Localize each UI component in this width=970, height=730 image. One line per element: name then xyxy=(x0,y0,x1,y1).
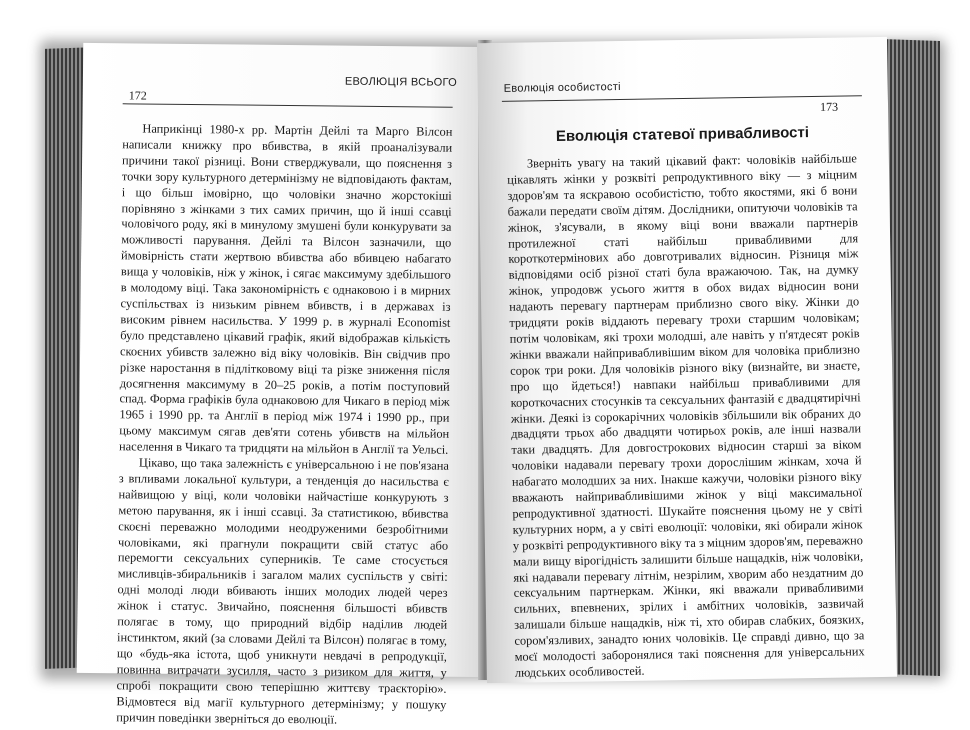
page-number-left: 172 xyxy=(128,88,147,103)
header-rule-right xyxy=(502,95,862,102)
header-rule-left xyxy=(123,103,453,107)
chapter-title: Еволюція статевої привабливості xyxy=(555,124,810,146)
right-page-body xyxy=(507,151,865,681)
right-page xyxy=(477,37,897,683)
paragraph: Цікаво, що така залежність є універсальною і не пов'язана з впливами локальної культури, а тенденція до насильства є найвищою у віці, коли чоловіки найчастіше конкурують з метою парування, як і інші ссавці. За статистикою, вбивства скоєні переважно молодими неодруженими безробітними чоловіками, які прагнули покращити свій статус або перемогти сексуальних суперників. Те саме стосується мисливців-збиральників і загалом малих суспільств у світі: одні молоді люди вбивають інших молодих людей через жінок і статус. Звичайно, пояснення більшості вбивств полягає в тому, що природний відбір наділив людей інстинктом, який (за словами Дейлі та Вілсон) полягає в тому, що «будь-яка істота, щоб уникнути невдачі в репродукції, повинна витрачати зусилля, часто з ризиком для життя, у спробі покращити свою теперішню життєву траєкторію». Відмовтеся від магії культурного детермінізму; у пошуку причин поведінки зверніться до еволюції. xyxy=(116,455,449,727)
running-head-right: Еволюція особистості xyxy=(503,81,621,95)
left-page xyxy=(77,43,492,727)
paragraph: Наприкінці 1980-х рр. Мартін Дейлі та Марго Вілсон написали книжку про вбивства, в якій проаналізували причини такої різниці. Вони стверджували, що пояснення з точки зору культурного детермінізму не відповідають фактам, і що більш імовірно, що чоловіки значно жорстокіші порівняно з жінками з тих самих причин, що й інші ссавці чоловічого роду, які в минулому змушені були конкурувати за можливості парування. Дейлі та Вілсон зазначили, що ймовірність стати жертвою вбивства або вбивцею набагато вища у чоловіків, ніж у жінок, і сягає максимуму здебільшого в молодому віці. Така закономірність є однаковою і в мирних суспільствах із низьким рівнем вбивств, і в державах із високим рівнем насильства. У 1999 р. в журналі Economist було представлено цікавий графік, який відображав кількість скоєних убивств залежно від віку чоловіків. Він свідчив про різке наростання в підлітковому віці та різке зниження після досягнення максимуму в 20–25 років, а потім поступовий спад. Форма графіків була однаковою для Чикаго в період між 1965 і 1990 рр. та Англії в період між 1974 і 1990 рр., при цьому максимум сягав дев'яти сотень убивств на мільйон населення в Чикаго та тридцяти на мільйон в Англії та Уельсі. xyxy=(119,121,453,457)
running-head-left: ЕВОЛЮЦІЯ ВСЬОГО xyxy=(344,75,458,89)
page-number-right: 173 xyxy=(819,99,839,114)
paragraph: Зверніть увагу на такий цікавий факт: чоловіків найбільше цікавлять жінки у розквіті репродуктивного віку — з міцним здоров'ям та яскравою особистістю, тобто якостями, які б вони бажали передати своїм дітям. Дослідники, опитуючи чоловіків та жінок, з'ясували, в якому віці вони вважали партнерів протилежної статі найбільш привабливими для короткотермінових або довготривалих відносин. Різниця між відповідями осіб різної статі була вражаючою. Так, на думку жінок, упродовж усього життя в обох видах відносин вони надають перевагу партнерам приблизно свого віку. Жінки до тридцяти років віддають перевагу трохи старшим чоловікам; потім чоловікам, які трохи молодші, але навіть у п'ятдесят років жінки вважали найпривабливішим віком для чоловіка приблизно сорок три роки. Для чоловіків різного віку (визнайте, ви знаєте, про що йдеться!) навпаки найбільш привабливими для короткочасних стосунків та сексуальних фантазій є двадцятирічні жінки. Деякі із сорокарічних чоловіків збільшили вік обраних до двадцяти трьох або двадцяти чотирьох років, але інші назвали таки двадцять. Для довгострокових відносин старші за віком чоловіки надавали перевагу трохи дорослішим жінкам, хоча й набагато молодших за них. Інакше кажучи, чоловіки різного віку вважають найпривабливішими жінок у віці максимальної репродуктивної здатності. Шукайте пояснення цьому не у світі культурних норм, а у світі еволюції: чоловіки, які обирали жінок у розквіті репродуктивного віку та з міцним здоров'ям, переважно мали вищу вірогідність залишити більше нащадків, ніж чоловіки, які надавали перевагу літнім, незрілим, хворим або нездатним до сексуальним партнеркам. Жінки, які вважали привабливими сильних, впевнених, зрілих і амбітних чоловіків, зазвичай залишали більше нащадків, ніж ті, хто обирав слабких, боязких, сором'язливих, занадто юних чоловіків. Це справді дивно, що за моєї молодості заборонялися такі пояснення для універсальних людських особливостей. xyxy=(507,151,865,680)
left-page-body xyxy=(116,121,452,729)
